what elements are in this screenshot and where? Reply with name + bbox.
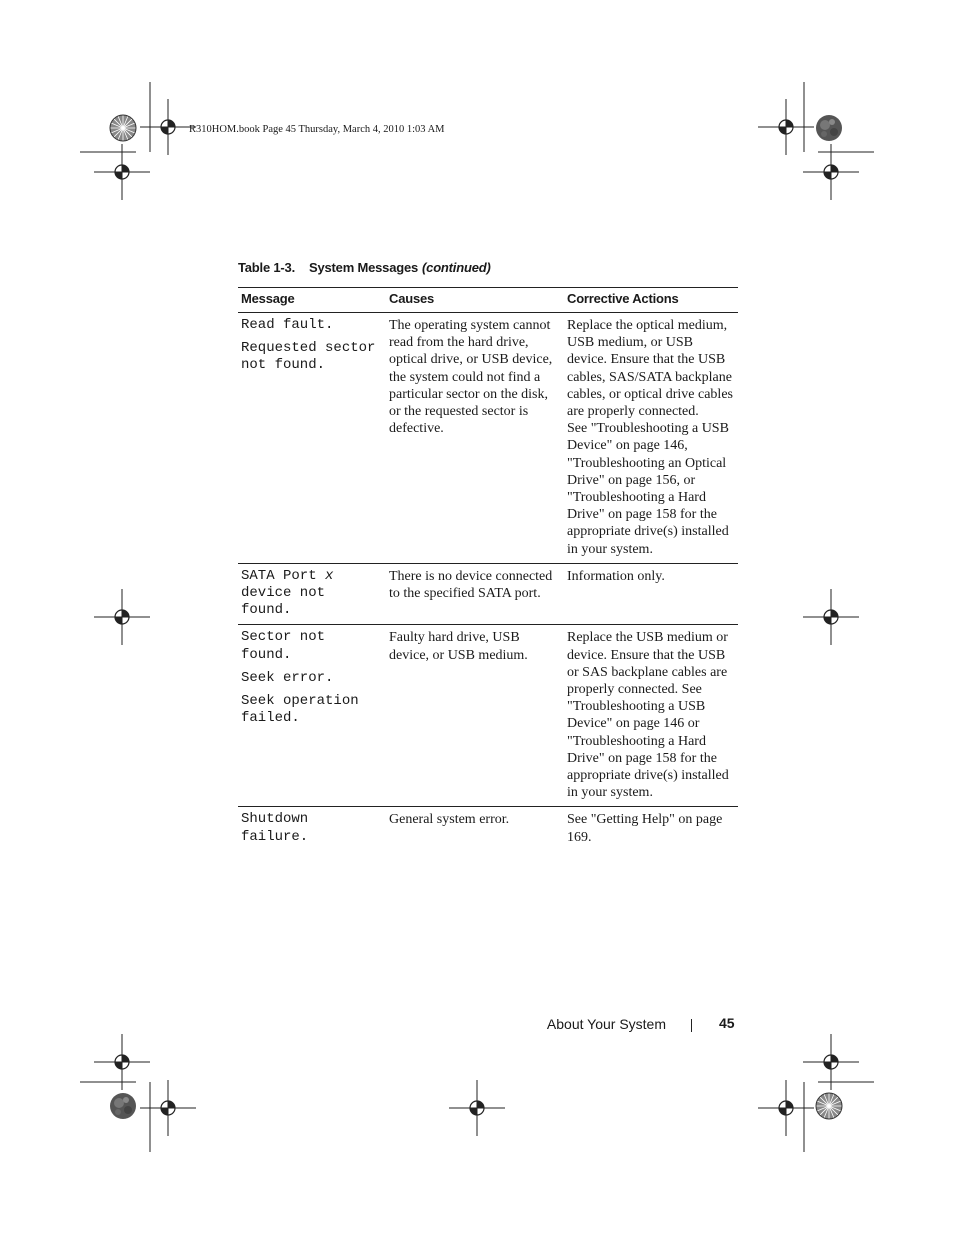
column-header-corrective-actions: Corrective Actions [564, 288, 738, 313]
column-header-causes: Causes [386, 288, 564, 313]
table-caption [238, 260, 491, 275]
causes-cell: The operating system cannot read from the hard drive, optical drive, or USB device, the system could not find a particular sector on the disk, or the requested sector is defective. [386, 313, 564, 564]
message-suffix: device not found. [241, 585, 326, 619]
causes-cell: General system error. [389, 812, 510, 828]
message-cell [238, 563, 386, 625]
actions-cell [564, 625, 738, 807]
table-row [238, 807, 738, 851]
column-header-message: Message [238, 288, 386, 313]
page-number: 45 [719, 1015, 735, 1031]
action-text: See "Troubleshooting a USB Device" on page 146, "Troubleshooting an Optical Drive" on page 156, or "Troubleshooting a Hard Drive" on page 158 for the appropriate drive(s) installed in your system. [567, 421, 729, 557]
print-header: R310HOM.book Page 45 Thursday, March 4, 2010 1:03 AM [189, 124, 445, 135]
causes-cell: There is no device connected to the specified SATA port. [386, 563, 564, 625]
system-messages-table [238, 287, 738, 851]
table-row [238, 625, 738, 807]
actions-cell [564, 807, 738, 851]
message-text: Read fault. [241, 317, 334, 333]
message-variable: x [325, 567, 334, 584]
action-text: Replace the USB medium or device. Ensure that the USB or SAS backplane cables are properly connected. See "Troubleshooting a USB Device" on page 146 or "Troubleshooting a Hard Drive" on page 158 for the appropriate drive(s) installed in your system. [567, 630, 729, 801]
message-text: Seek error. [241, 669, 334, 686]
action-text: Information only. [567, 568, 665, 584]
table-header-row [238, 288, 738, 313]
footer-section-title: About Your System [546, 1016, 666, 1032]
actions-cell [564, 313, 738, 564]
table-continued-label: (continued) [422, 260, 491, 275]
message-cell [238, 313, 386, 564]
message-text: Sector not found. [241, 629, 326, 663]
action-text: Replace the optical medium, USB medium, or USB device. Ensure that the USB cables, SAS/SATA backplane cables, or optical drive cables are properly connected. [567, 318, 733, 420]
message-cell [238, 625, 386, 807]
table-row [238, 563, 738, 625]
table-title: System Messages [309, 260, 419, 275]
table-row [238, 313, 738, 564]
message-text: Shutdown failure. [241, 811, 309, 845]
actions-cell [564, 563, 738, 625]
table-number: Table 1-3. [238, 260, 296, 275]
message-text: Seek operation failed. [241, 693, 359, 727]
action-text: See "Getting Help" on page 169. [567, 812, 723, 845]
message-text [241, 568, 383, 620]
footer-divider [691, 1019, 692, 1032]
message-prefix: SATA Port [241, 567, 317, 584]
message-text: Requested sector not found. [241, 340, 376, 374]
message-cell [238, 807, 386, 851]
causes-cell: Faulty hard drive, USB device, or USB medium. [386, 625, 564, 807]
